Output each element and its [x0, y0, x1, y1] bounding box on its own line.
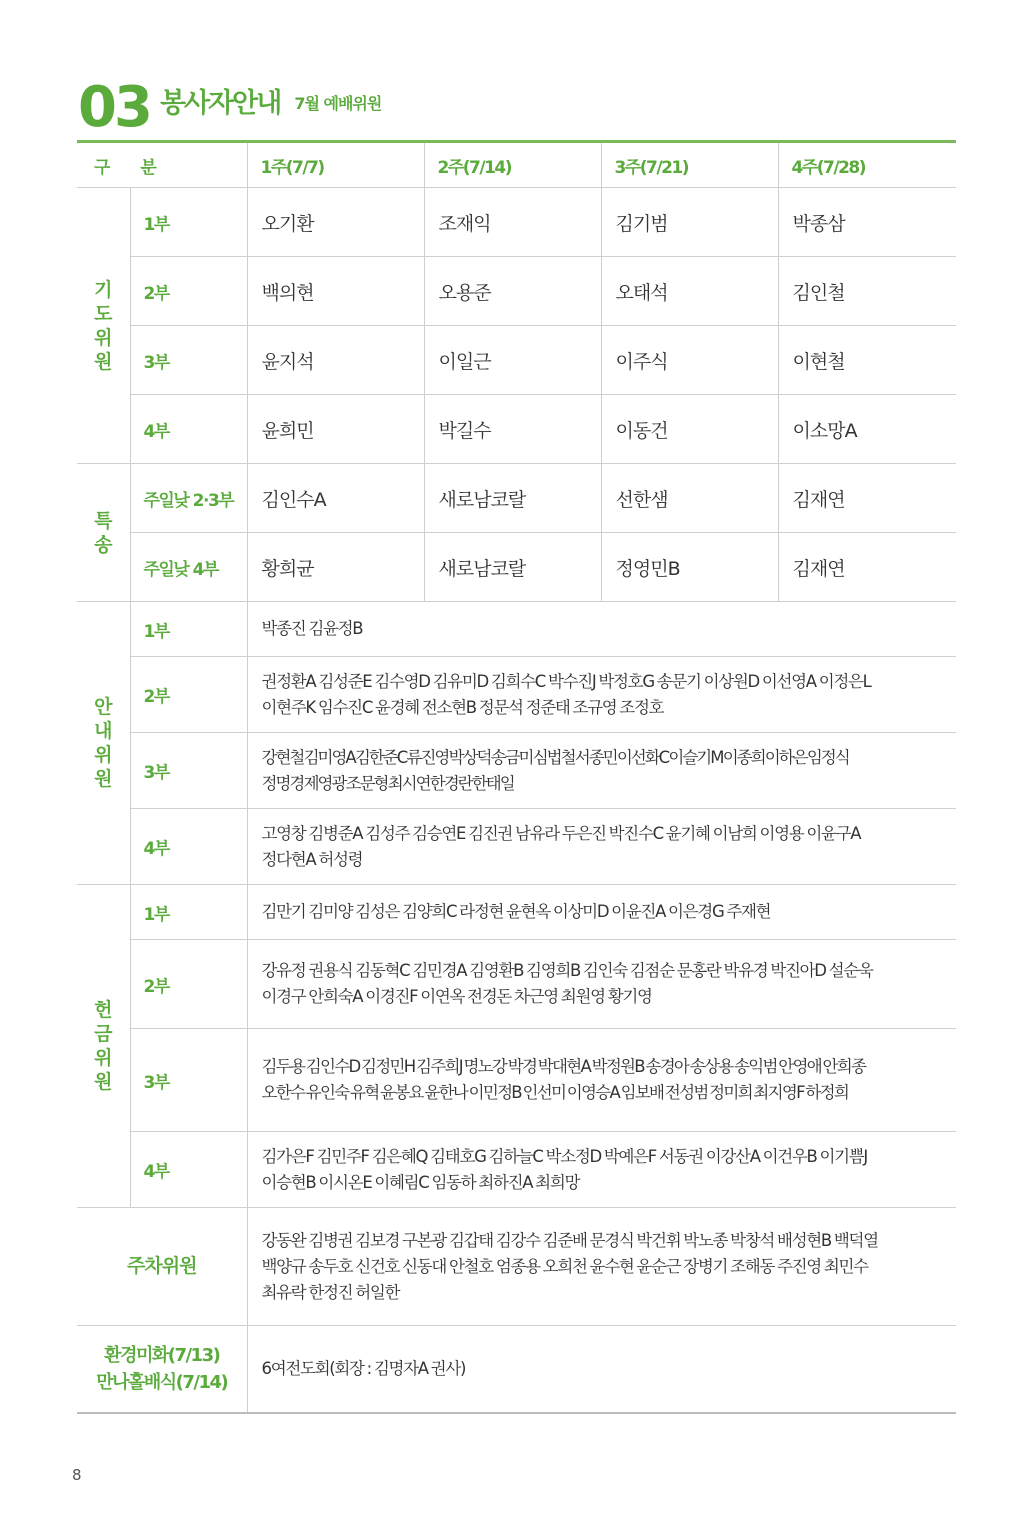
names-cell [247, 602, 956, 657]
part-label: 1부 [130, 188, 247, 257]
table-row [77, 1326, 956, 1414]
table-row [77, 885, 956, 940]
part-label: 3부 [130, 326, 247, 395]
name-cell: 윤지석 [247, 326, 424, 395]
names-cell: 6여전도회(회장 : 김명자A 권사) [247, 1326, 956, 1414]
table-row [77, 257, 956, 326]
table-row [77, 188, 956, 257]
names-line: 정명경 제영광 조문형 최시연 한경란 한태일 [261, 773, 514, 793]
names-line: 김두용 김인수D 김정민H 김주희J 명노강 박경 박대현A 박정원B 송경아 송상용 송익범 안영애 안희종 [261, 1057, 866, 1076]
cleanup-label-line: 만나홀배식(7/14) [96, 1372, 228, 1393]
volunteer-schedule-table [77, 140, 956, 1414]
names-line: 이승현B 이시온E 이혜림C 임동하 최하진A 최희망 [261, 1172, 580, 1192]
table-row [77, 602, 956, 657]
table-row [77, 326, 956, 395]
table-row [77, 1208, 956, 1326]
table-row [77, 1029, 956, 1132]
name-cell: 이동건 [601, 395, 778, 464]
name-cell: 윤희민 [247, 395, 424, 464]
name-cell: 이현철 [778, 326, 956, 395]
names-line: 최유락 한정진 허일한 [261, 1282, 400, 1302]
table-row [77, 1132, 956, 1208]
table-row [77, 395, 956, 464]
week-header: 4주(7/28) [778, 142, 956, 188]
name-cell: 선한샘 [601, 464, 778, 533]
week-header: 1주(7/7) [247, 142, 424, 188]
group-label-cleanup [77, 1326, 247, 1414]
name-cell: 김재연 [778, 533, 956, 602]
group-label-guide: 안 내 위 원 [77, 602, 130, 885]
part-label: 3부 [130, 733, 247, 809]
part-label: 3부 [130, 1029, 247, 1132]
week-header: 2주(7/14) [424, 142, 601, 188]
names-line: 오한수 유인숙 유혁 윤봉요 윤한나 이민정B 인선미 이영승A 임보배 전성범 정미희 최지영F 하정희 [261, 1083, 849, 1102]
part-label: 1부 [130, 602, 247, 657]
week-header: 3주(7/21) [601, 142, 778, 188]
name-cell: 박종삼 [778, 188, 956, 257]
section-subtitle: 7월 예배위원 [294, 94, 382, 113]
part-label: 2부 [130, 940, 247, 1029]
table-row [77, 733, 956, 809]
part-label: 2부 [130, 257, 247, 326]
names-cell [247, 1029, 956, 1132]
group-label-parking: 주차위원 [77, 1208, 247, 1326]
names-cell [247, 1208, 956, 1326]
names-line: 이현주K 임수진C 윤경혜 전소현B 정문석 정준태 조규영 조정호 [261, 697, 664, 717]
part-label: 4부 [130, 809, 247, 885]
name-cell: 이소망A [778, 395, 956, 464]
table-row [77, 940, 956, 1029]
names-line: 박종진 김윤정B [261, 619, 363, 638]
name-cell: 김인수A [247, 464, 424, 533]
name-cell: 박길수 [424, 395, 601, 464]
names-line: 강유정 권용식 김동혁C 김민경A 김영환B 김영희B 김인숙 김점순 문홍란 박유경 박진아D 설순욱 [261, 961, 873, 980]
names-cell [247, 657, 956, 733]
names-line: 고영창 김병준A 김성주 김승연E 김진권 남유라 두은진 박진수C 윤기혜 이남희 이영용 이윤구A [261, 823, 861, 843]
names-line: 이경구 안희숙A 이경진F 이연옥 전경돈 차근영 최원영 황기영 [261, 987, 652, 1006]
names-line: 김가은F 김민주F 김은혜Q 김태호G 김하늘C 박소정D 박예은F 서동권 이강산A 이건우B 이기쁨J [261, 1146, 867, 1166]
name-cell: 새로남코랄 [424, 533, 601, 602]
name-cell: 정영민B [601, 533, 778, 602]
part-label: 2부 [130, 657, 247, 733]
part-label: 4부 [130, 395, 247, 464]
names-line: 김만기 김미양 김성은 김양희C 라정현 윤현옥 이상미D 이윤진A 이은경G 주재현 [261, 902, 771, 921]
name-cell: 새로남코랄 [424, 464, 601, 533]
section-header [78, 74, 382, 140]
names-cell [247, 733, 956, 809]
names-line: 백양규 송두호 신건호 신동대 안철호 엄종용 오희천 윤수현 윤순근 장병기 조해동 주진영 최민수 [261, 1256, 868, 1276]
group-label-special: 특 송 [77, 464, 130, 602]
part-label: 4부 [130, 1132, 247, 1208]
name-cell: 오기환 [247, 188, 424, 257]
table-header-row [77, 142, 956, 188]
name-cell: 이일근 [424, 326, 601, 395]
names-cell [247, 940, 956, 1029]
group-label-offering: 헌 금 위 원 [77, 885, 130, 1208]
table-row [77, 464, 956, 533]
table-row [77, 657, 956, 733]
names-line: 강동완 김병권 김보경 구본광 김갑태 김강수 김준배 문경식 박건휘 박노종 박창석 배성현B 백덕열 [261, 1230, 878, 1250]
section-number: 03 [78, 75, 150, 140]
names-line: 정다현A 허성령 [261, 849, 363, 869]
name-cell: 조재익 [424, 188, 601, 257]
name-cell: 김재연 [778, 464, 956, 533]
name-cell: 오태석 [601, 257, 778, 326]
name-cell: 백의현 [247, 257, 424, 326]
cleanup-label-line: 환경미화(7/13) [104, 1345, 220, 1366]
group-label-prayer: 기 도 위 원 [77, 188, 130, 464]
part-label: 주일낮 4부 [130, 533, 247, 602]
part-label: 1부 [130, 885, 247, 940]
page-number: 8 [72, 1466, 82, 1484]
name-cell: 김기범 [601, 188, 778, 257]
part-label: 주일낮 2·3부 [130, 464, 247, 533]
name-cell: 이주식 [601, 326, 778, 395]
names-line: 강현철 김미영A 김한준C 류진영 박상덕 송금미 심법철 서종민 이선화C 이슬기M 이종희 이하은 임정식 [261, 747, 849, 767]
name-cell: 오용준 [424, 257, 601, 326]
table-row [77, 809, 956, 885]
names-line: 권정환A 김성준E 김수영D 김유미D 김희수C 박수진J 박정호G 송문기 이상원D 이선영A 이정은L [261, 671, 871, 691]
name-cell: 김인철 [778, 257, 956, 326]
names-cell [247, 885, 956, 940]
names-cell [247, 809, 956, 885]
table-row [77, 533, 956, 602]
names-cell [247, 1132, 956, 1208]
name-cell: 황희균 [247, 533, 424, 602]
section-title: 봉사자안내 [159, 88, 281, 119]
category-header: 구 분 [77, 142, 247, 188]
